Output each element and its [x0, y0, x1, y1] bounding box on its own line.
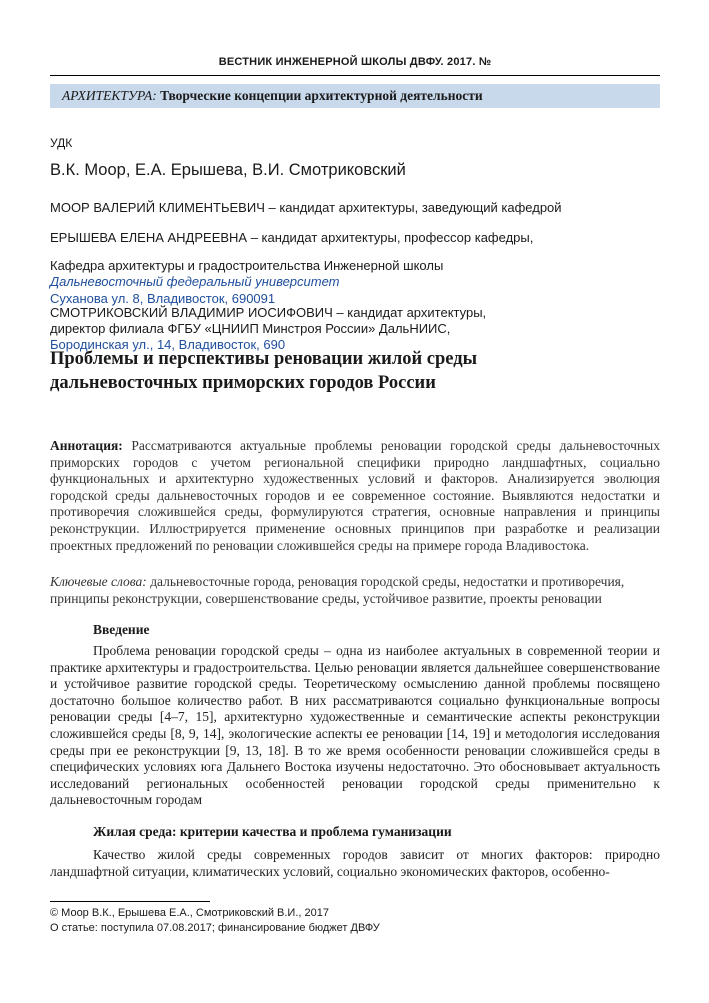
footnote-rule: [50, 901, 210, 902]
keywords-text: дальневосточные города, реновация городской среды, недостатки и противоречия, принципы реконструкции, совершенствование среды, устойчивое развитие, проекты реновации: [50, 574, 625, 606]
received-line: О статье: поступила 07.08.2017; финансирование бюджет ДВФУ: [50, 922, 380, 934]
title-line-2: дальневосточных приморских городов России: [50, 373, 436, 393]
author3-position: [50, 321, 450, 336]
living-paragraph: Качество жилой среды современных городов зависит от многих факторов: природно ландшафтной ситуации, климатических условий, социально экономических факторов, особенно-: [50, 847, 660, 879]
abstract: [50, 438, 660, 554]
author3-position-org: филиала ФГБУ «ЦНИИП Минстроя России» ДальНИИС,: [109, 321, 451, 336]
author3-affiliation: СМОТРИКОВСКИЙ ВЛАДИМИР ИОСИФОВИЧ – кандидат архитектуры,: [50, 305, 487, 320]
copyright-line: © Моор В.К., Ерышева Е.А., Смотриковский В.И., 2017: [50, 907, 329, 919]
university: Дальневосточный федеральный университет: [50, 274, 340, 289]
header-rule: [50, 75, 660, 76]
author2-affiliation: ЕРЫШЕВА ЕЛЕНА АНДРЕЕВНА – кандидат архитектуры, профессор кафедры,: [50, 230, 534, 245]
title-line-1: Проблемы и перспективы реновации жилой среды: [50, 349, 478, 369]
intro-heading: Введение: [93, 622, 150, 637]
section-topic: Творческие концепции архитектурной деятельности: [160, 88, 483, 103]
keywords-label: Ключевые слова:: [50, 574, 147, 589]
journal-header: ВЕСТНИК ИНЖЕНЕРНОЙ ШКОЛЫ ДВФУ. 2017. №: [218, 56, 492, 68]
intro-paragraph: Проблема реновации городской среды – одна из наиболее актуальных в современной теории и практике архитектуры и градостроительства. Целью реновации является дальнейшее совершенствование и устойчивое развитие городской среды. Теоретическому осмыслению данной проблемы посвящено достаточно большое количество работ. В них рассматриваются социально функциональные вопросы реновации среды [4–7, 15], архитектурно художественные и семантические аспекты реконструкции сложившейся среды [8, 9, 14], экологические аспекты ее реновации [14, 19] и методология исследования среды при ее реконструкции [9, 13, 18]. В то же время особенности реновации сложившейся среды в специфических условиях юга Дальнего Востока изучены недостаточно. Это обосновывает актуальность исследований региональных особенностей реновации городской среды применительно к дальневосточным городам: [50, 643, 660, 808]
article-title: [50, 347, 660, 395]
section-bar: [50, 84, 660, 108]
author3-position-prefix: директор: [50, 321, 110, 336]
abstract-label: Аннотация:: [50, 438, 123, 453]
living-heading: Жилая среда: критерии качества и проблема гуманизации: [93, 824, 452, 839]
keywords: [50, 573, 660, 607]
author1-affiliation: МООР ВАЛЕРИЙ КЛИМЕНТЬЕВИЧ – кандидат архитектуры, заведующий кафедрой: [50, 200, 562, 215]
department: Кафедра архитектуры и градостроительства Инженерной школы: [50, 258, 444, 273]
authors-line: В.К. Моор, Е.А. Ерышева, В.И. Смотриковский: [50, 161, 406, 179]
abstract-text: Рассматриваются актуальные проблемы реновации городской среды дальневосточных приморских городов с учетом региональной специфики природно ландшафтных, социально функциональных и архитектурно художественных условий и факторов. Анализируется эволюция городской среды дальневосточных городов и ее современное состояние. Выявляются недостатки и противоречия сложившейся среды, формулируются стратегия, основные направления и принципы реконструкции. Иллюстрируется применение основных принципов при разработке и реализации проектных предложений по реновации сложившейся среды на примере города Владивостока.: [50, 438, 660, 553]
address-1: Суханова ул. 8, Владивосток, 690091: [50, 291, 276, 306]
section-rubric: АРХИТЕКТУРА:: [62, 88, 157, 103]
udk-label: УДК: [50, 136, 73, 150]
address-2: Бородинская ул., 14, Владивосток, 690: [50, 337, 286, 352]
